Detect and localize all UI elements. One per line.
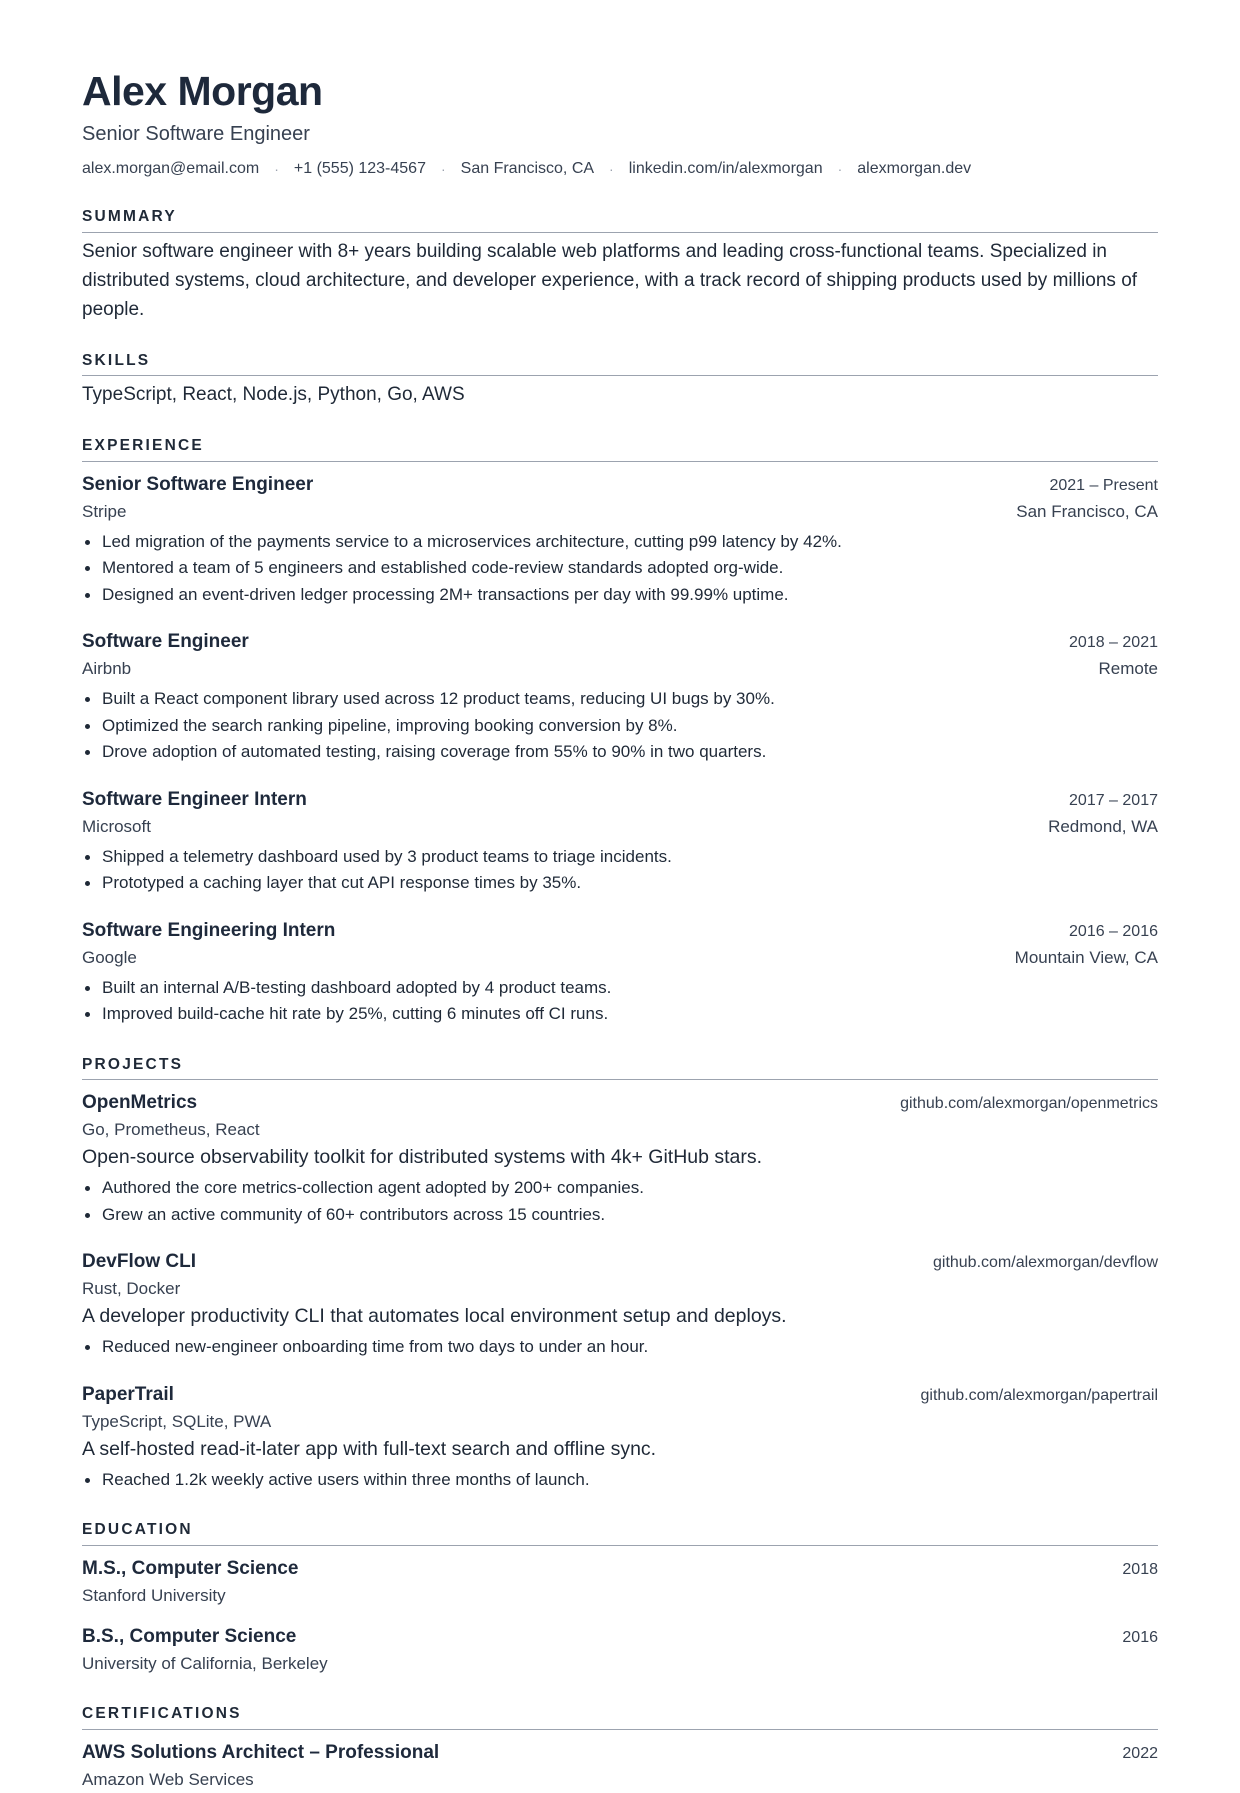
job-bullet: Led migration of the payments service to a microservices architecture, cutting p99 latency by 42%. [82, 529, 1158, 556]
project-tech: Go, Prometheus, React [82, 1120, 260, 1140]
job-bullet: Improved build-cache hit rate by 25%, cutting 6 minutes off CI runs. [82, 1001, 1158, 1028]
experience-section [82, 437, 1158, 1028]
job-company: Google [82, 947, 137, 967]
school: University of California, Berkeley [82, 1653, 328, 1673]
certification-issuer: Amazon Web Services [82, 1769, 254, 1789]
contact-separator: · [274, 161, 279, 178]
project-entry [82, 1248, 1158, 1361]
job-bullet: Prototyped a caching layer that cut API response times by 35%. [82, 870, 1158, 897]
job-bullet: Built a React component library used across 12 product teams, reducing UI bugs by 30%. [82, 686, 1158, 713]
job-company: Stripe [82, 501, 127, 521]
contact-line [82, 159, 1158, 180]
job-location: San Francisco, CA [1016, 501, 1158, 521]
job-bullets [82, 686, 1158, 766]
experience-entry [82, 917, 1158, 1028]
job-location: Redmond, WA [1048, 816, 1158, 836]
experience-entry [82, 786, 1158, 897]
job-bullet: Built an internal A/B-testing dashboard adopted by 4 product teams. [82, 975, 1158, 1002]
contact-email[interactable]: alex.morgan@email.com [82, 160, 260, 178]
project-bullets [82, 1467, 1158, 1494]
job-location: Remote [1098, 659, 1158, 679]
resume-header [82, 68, 1158, 180]
project-description: A self-hosted read-it-later app with full-text search and offline sync. [82, 1437, 657, 1460]
contact-website[interactable]: alexmorgan.dev [857, 160, 972, 178]
project-bullets [82, 1334, 1158, 1361]
certifications-section [82, 1705, 1158, 1793]
job-dates: 2021 – Present [1049, 476, 1158, 494]
graduation-year: 2018 [1122, 1560, 1158, 1578]
project-entry [82, 1089, 1158, 1228]
job-role: Software Engineering Intern [82, 919, 336, 941]
graduation-year: 2016 [1122, 1628, 1158, 1646]
contact-separator: · [837, 161, 843, 178]
skills-heading: SKILLS [82, 352, 1158, 377]
job-bullets [82, 975, 1158, 1028]
education-entry [82, 1623, 1158, 1677]
job-bullet: Drove adoption of automated testing, raising coverage from 55% to 90% in two quarters. [82, 739, 1158, 766]
degree: B.S., Computer Science [82, 1625, 297, 1647]
school: Stanford University [82, 1585, 226, 1605]
project-bullet: Grew an active community of 60+ contributors across 15 countries. [82, 1202, 1158, 1229]
contact-separator: · [440, 161, 446, 178]
job-bullet: Designed an event-driven ledger processing 2M+ transactions per day with 99.99% uptime. [82, 582, 1158, 609]
project-description: Open-source observability toolkit for distributed systems with 4k+ GitHub stars. [82, 1146, 763, 1169]
certification-entry [82, 1739, 1158, 1793]
certification-year: 2022 [1122, 1744, 1158, 1762]
job-role: Software Engineer Intern [82, 788, 307, 810]
skills-section [82, 352, 1158, 410]
job-bullet: Mentored a team of 5 engineers and established code-review standards adopted org-wide. [82, 555, 1158, 582]
project-link[interactable]: github.com/alexmorgan/papertrail [920, 1386, 1158, 1404]
job-location: Mountain View, CA [1014, 947, 1158, 967]
project-name: PaperTrail [82, 1383, 174, 1405]
contact-linkedin[interactable]: linkedin.com/in/alexmorgan [628, 160, 823, 178]
job-role: Software Engineer [82, 631, 249, 653]
job-company: Airbnb [82, 659, 132, 679]
education-section [82, 1521, 1158, 1677]
certification-name: AWS Solutions Architect – Professional [82, 1741, 440, 1763]
project-tech: Rust, Docker [82, 1279, 181, 1299]
project-bullet: Reduced new-engineer onboarding time from two days to under an hour. [82, 1334, 1158, 1361]
project-bullet: Authored the core metrics-collection agent adopted by 200+ companies. [82, 1175, 1158, 1202]
project-link[interactable]: github.com/alexmorgan/openmetrics [900, 1095, 1158, 1113]
summary-section [82, 208, 1158, 324]
project-name: DevFlow CLI [82, 1251, 197, 1273]
projects-section [82, 1056, 1158, 1494]
job-bullet: Shipped a telemetry dashboard used by 3 product teams to triage incidents. [82, 844, 1158, 871]
project-bullet: Reached 1.2k weekly active users within three months of launch. [82, 1467, 1158, 1494]
contact-location: San Francisco, CA [460, 160, 595, 178]
certifications-heading: CERTIFICATIONS [82, 1705, 1158, 1730]
project-name: OpenMetrics [82, 1092, 198, 1114]
contact-phone[interactable]: +1 (555) 123-4567 [293, 160, 426, 178]
job-bullets [82, 529, 1158, 609]
job-role: Senior Software Engineer [82, 473, 314, 495]
project-entry [82, 1381, 1158, 1494]
job-company: Microsoft [82, 816, 151, 836]
job-bullet: Optimized the search ranking pipeline, improving booking conversion by 8%. [82, 713, 1158, 740]
experience-entry [82, 471, 1158, 609]
summary-text: Senior software engineer with 8+ years building scalable web platforms and leading cross-functional teams. Specialized in distributed systems, cloud architecture, and developer experience, with a track record of shipping products used by millions of people. [82, 240, 1138, 320]
project-tech: TypeScript, SQLite, PWA [82, 1411, 272, 1431]
project-bullets [82, 1175, 1158, 1228]
job-dates: 2016 – 2016 [1069, 922, 1158, 940]
project-description: A developer productivity CLI that automates local environment setup and deploys. [82, 1305, 787, 1328]
degree: M.S., Computer Science [82, 1557, 299, 1579]
skills-text: TypeScript, React, Node.js, Python, Go, AWS [82, 384, 465, 406]
contact-separator: · [609, 161, 614, 178]
summary-heading: SUMMARY [82, 208, 1158, 233]
job-dates: 2017 – 2017 [1069, 791, 1158, 809]
candidate-name: Alex Morgan [82, 68, 323, 114]
experience-heading: EXPERIENCE [82, 437, 1158, 462]
project-link[interactable]: github.com/alexmorgan/devflow [932, 1254, 1158, 1272]
experience-entry [82, 628, 1158, 766]
job-dates: 2018 – 2021 [1069, 634, 1158, 652]
job-bullets [82, 844, 1158, 897]
education-heading: EDUCATION [82, 1521, 1158, 1546]
projects-heading: PROJECTS [82, 1056, 1158, 1081]
candidate-title: Senior Software Engineer [82, 123, 310, 146]
education-entry [82, 1555, 1158, 1609]
